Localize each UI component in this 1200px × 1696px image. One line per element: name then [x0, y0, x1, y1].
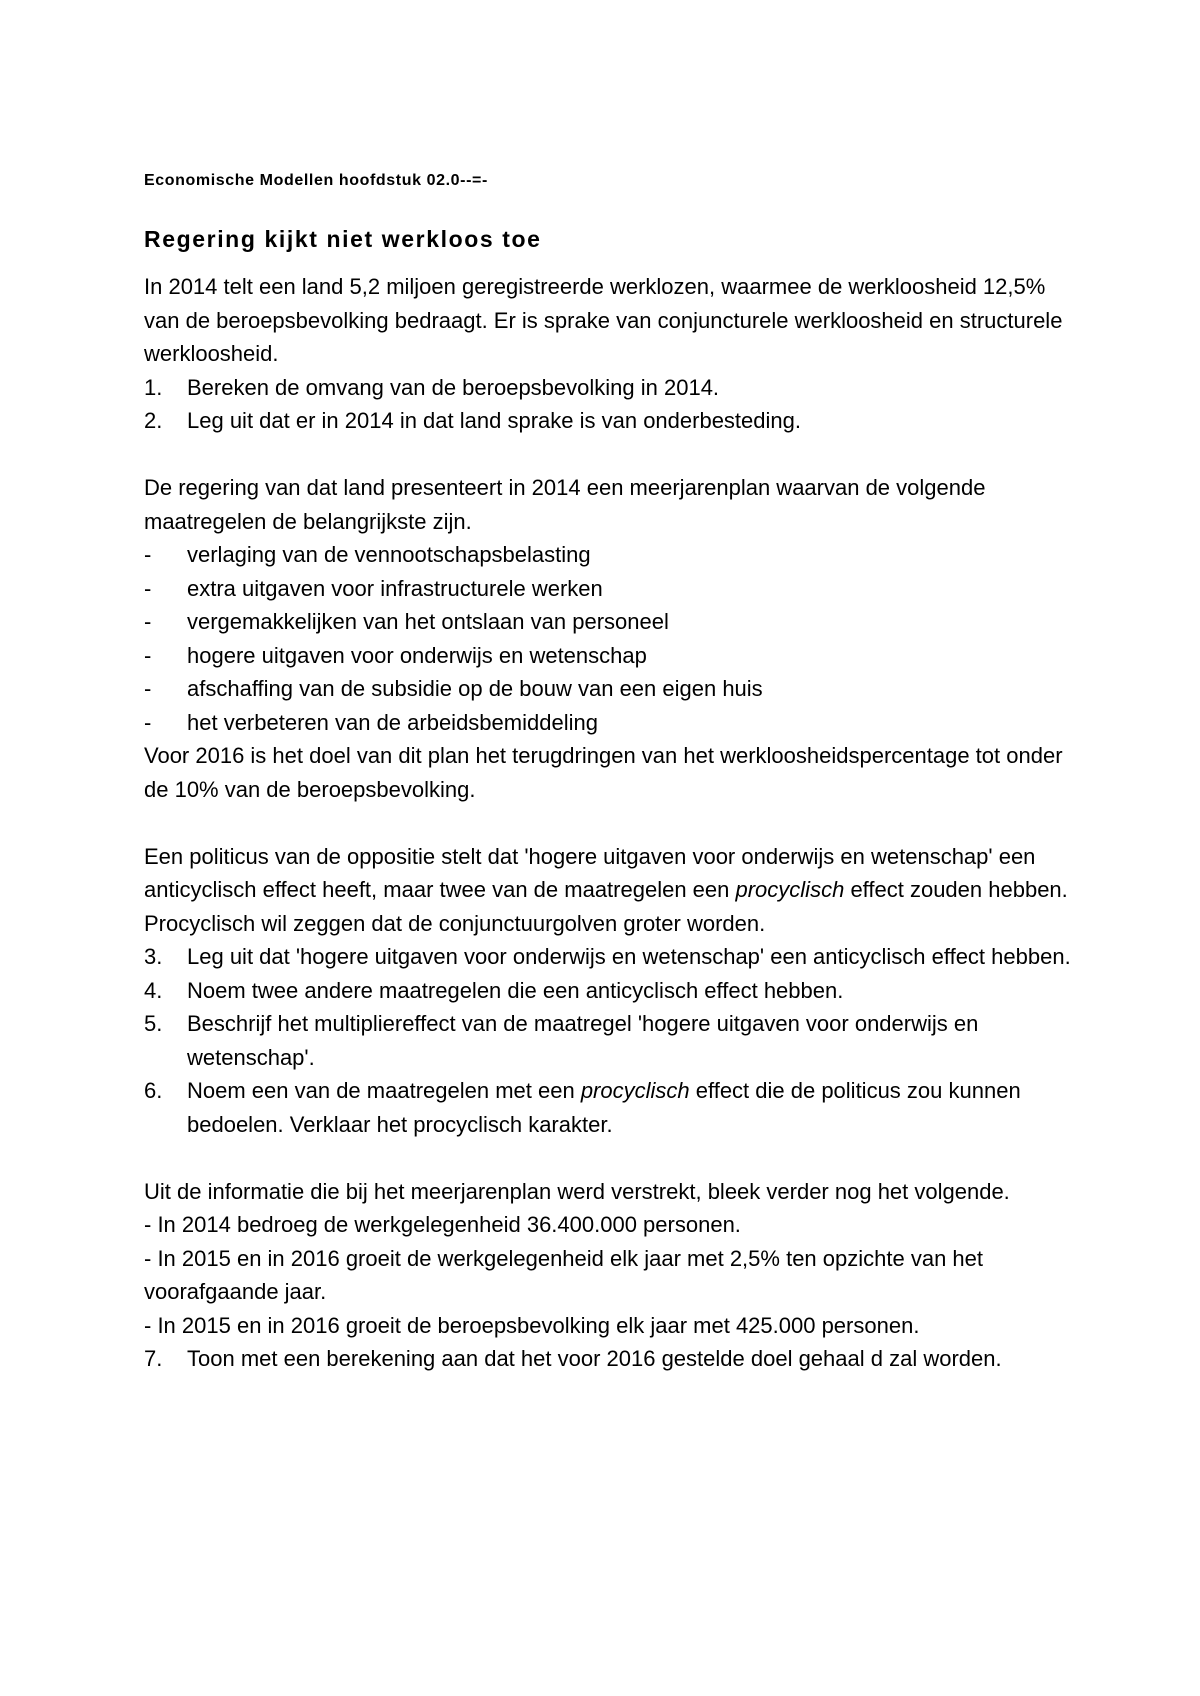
measure-item: [144, 538, 1074, 572]
question-text: Toon met een berekening aan dat het voor 2016 gestelde doel gehaal d zal worden.: [187, 1346, 1002, 1371]
measure-dash: -: [144, 676, 152, 701]
measure-item: [144, 706, 1074, 740]
document-title: Regering kijkt niet werkloos toe: [144, 226, 542, 252]
question-number: 2.: [144, 408, 163, 433]
question-item: [144, 1007, 1074, 1074]
question-text: Bereken de omvang van de beroepsbevolking in 2014.: [187, 374, 720, 400]
measure-dash: -: [144, 642, 152, 668]
intro-paragraph: In 2014 telt een land 5,2 miljoen geregistreerde werklozen, waarmee de werkloosheid 12,5% van de beroepsbevolking bedraagt. Er is sprake van conjuncturele werkloosheid en structurele werkloosheid.: [144, 274, 1063, 366]
opposition-paragraph: [144, 840, 1074, 941]
question-item: [144, 1074, 1074, 1141]
info-line: - In 2015 en in 2016 groeit de beroepsbevolking elk jaar met 425.000 personen.: [144, 1312, 920, 1338]
opposition-text-part1: Een politicus van de oppositie stelt dat 'hogere uitgaven voor onderwijs en wetenschap' een anticyclisch effect heeft, maar twee van de maatregelen een: [144, 843, 1036, 902]
question-number: 6.: [144, 1078, 163, 1103]
opposition-italic-term: procyclisch: [735, 877, 845, 902]
question-text: Beschrijf het multipliereffect van de maatregel 'hogere uitgaven voor onderwijs en wetenschap'.: [187, 1011, 979, 1070]
measure-text: afschaffing van de subsidie op de bouw van een eigen huis: [187, 676, 763, 701]
measure-text: hogere uitgaven voor onderwijs en wetenschap: [187, 642, 647, 668]
plan-intro-paragraph: De regering van dat land presenteert in 2014 een meerjarenplan waarvan de volgende maatregelen de belangrijkste zijn.: [144, 475, 986, 534]
question-number: 4.: [144, 977, 163, 1003]
paragraph-gap: [144, 1141, 1074, 1175]
opposition-text-part2: effect zouden hebben. Procyclisch wil zeggen dat de conjunctuurgolven groter worden.: [144, 877, 1068, 936]
goal-paragraph: Voor 2016 is het doel van dit plan het terugdringen van het werkloosheidspercentage tot onder de 10% van de beroepsbevolking.: [144, 743, 1063, 802]
document-header: Economische Modellen hoofdstuk 02.0--=-: [144, 172, 488, 189]
question-item: [144, 940, 1074, 974]
measure-text: extra uitgaven voor infrastructurele werken: [187, 575, 603, 601]
info-intro-paragraph: Uit de informatie die bij het meerjarenplan werd verstrekt, bleek verder nog het volgende.: [144, 1178, 1010, 1204]
measure-dash: -: [144, 709, 152, 735]
paragraph-gap: [144, 806, 1074, 840]
question-italic-term: procyclisch: [580, 1078, 690, 1103]
measure-item: [144, 605, 1074, 639]
question-item: [144, 974, 1074, 1008]
measure-text: het verbeteren van de arbeidsbemiddeling: [187, 709, 598, 735]
question-text-after: effect die de politicus zou kunnen bedoelen. Verklaar het procyclisch karakter.: [187, 1078, 1021, 1137]
question-number: 7.: [144, 1346, 163, 1371]
question-item: [144, 404, 1074, 438]
info-line: - In 2015 en in 2016 groeit de werkgelegenheid elk jaar met 2,5% ten opzichte van het voorafgaande jaar.: [144, 1245, 983, 1304]
info-line: - In 2014 bedroeg de werkgelegenheid 36.400.000 personen.: [144, 1212, 741, 1237]
question-text-before: Noem een van de maatregelen met een: [187, 1078, 575, 1103]
measure-text: vergemakkelijken van het ontslaan van personeel: [187, 609, 669, 634]
measure-dash: -: [144, 575, 152, 601]
question-text: Noem twee andere maatregelen die een anticyclisch effect hebben.: [187, 977, 844, 1003]
measure-text: verlaging van de vennootschapsbelasting: [187, 542, 591, 567]
question-item: [144, 1342, 1074, 1376]
measure-item: [144, 639, 1074, 673]
measure-dash: -: [144, 542, 152, 567]
question-item: [144, 371, 1074, 405]
document-body: [144, 270, 1074, 1376]
question-text: Leg uit dat er in 2014 in dat land sprake is van onderbesteding.: [187, 408, 801, 433]
question-number: 3.: [144, 944, 163, 969]
paragraph-gap: [144, 438, 1074, 472]
measure-item: [144, 572, 1074, 606]
question-number: 1.: [144, 374, 163, 400]
question-text: Leg uit dat 'hogere uitgaven voor onderwijs en wetenschap' een anticyclisch effect hebben.: [187, 944, 1071, 969]
measure-dash: -: [144, 609, 152, 634]
question-number: 5.: [144, 1011, 163, 1036]
measure-item: [144, 672, 1074, 706]
